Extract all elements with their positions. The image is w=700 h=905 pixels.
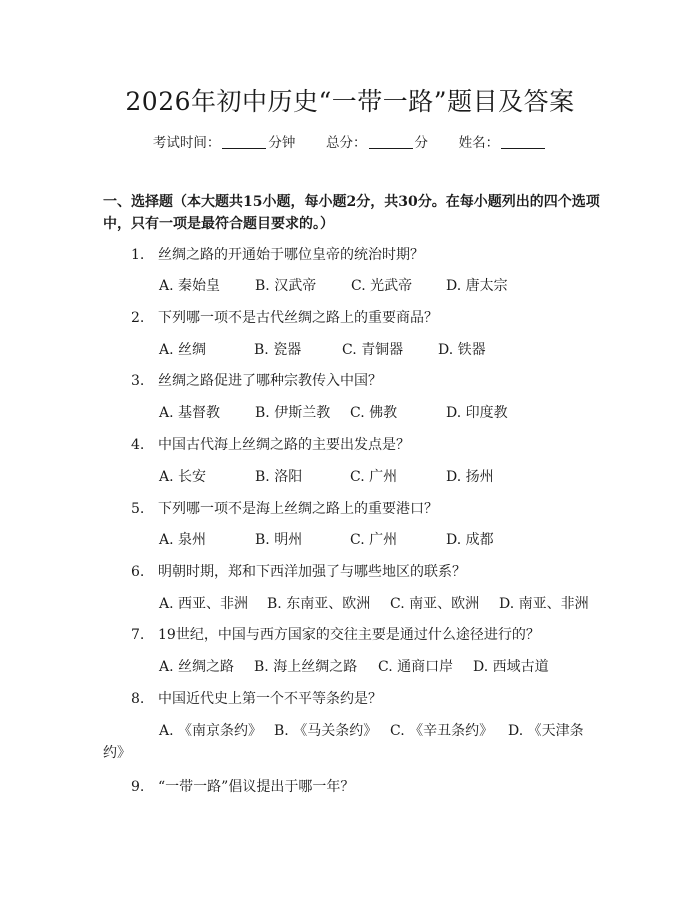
question-6-options xyxy=(159,593,589,613)
option-c: C. 青铜器 xyxy=(342,342,404,358)
question-7-options xyxy=(159,656,549,676)
question-8 xyxy=(131,688,382,708)
option-a: A. 基督教 xyxy=(159,405,221,421)
question-text: 明朝时期，郑和下西洋加强了与哪些地区的联系？ xyxy=(158,564,466,580)
option-c: C. 光武帝 xyxy=(351,278,413,294)
option-d: D. 印度教 xyxy=(446,405,508,421)
name-label: 姓名： xyxy=(458,135,500,151)
option-b: B. 汉武帝 xyxy=(255,278,317,294)
question-5 xyxy=(131,498,438,518)
option-c: C. 广州 xyxy=(350,532,398,548)
option-c: C. 佛教 xyxy=(350,405,398,421)
question-text: 丝绸之路促进了哪种宗教传入中国？ xyxy=(158,373,382,389)
option-a: A. 泉州 xyxy=(159,532,207,548)
option-d: D. 扬州 xyxy=(446,469,494,485)
option-d: D. 西域古道 xyxy=(473,659,549,675)
question-2-options xyxy=(159,339,486,359)
option-b: B. 洛阳 xyxy=(255,469,303,485)
question-5-options xyxy=(159,529,494,549)
time-label: 考试时间： xyxy=(152,135,221,151)
question-3 xyxy=(131,370,382,390)
option-c: C. 广州 xyxy=(350,469,398,485)
question-number: 5. xyxy=(131,501,145,517)
question-7 xyxy=(131,624,540,644)
option-c: C. 《辛丑条约》 xyxy=(390,723,494,739)
question-text: 丝绸之路的开通始于哪位皇帝的统治时期？ xyxy=(158,247,424,263)
option-b: B. 瓷器 xyxy=(254,342,302,358)
option-d: D. 南亚、非洲 xyxy=(499,596,589,612)
question-number: 6. xyxy=(131,564,145,580)
option-d: D. 成都 xyxy=(446,532,494,548)
question-number: 9. xyxy=(131,779,145,795)
question-text: 中国古代海上丝绸之路的主要出发点是？ xyxy=(158,437,410,453)
option-d: D. 铁器 xyxy=(438,342,486,358)
score-label: 总分： xyxy=(326,135,367,151)
question-text: “一带一路”倡议提出于哪一年？ xyxy=(158,779,355,795)
question-6 xyxy=(131,561,466,581)
option-b: B. 伊斯兰教 xyxy=(255,405,331,421)
question-number: 8. xyxy=(131,691,145,707)
option-b: B. 东南亚、欧洲 xyxy=(267,596,371,612)
option-a: A. 秦始皇 xyxy=(159,278,221,294)
score-unit: 分 xyxy=(414,135,428,151)
question-number: 3. xyxy=(131,373,145,389)
question-4-options xyxy=(159,466,494,486)
question-text: 下列哪一项不是海上丝绸之路上的重要港口？ xyxy=(158,501,438,517)
question-number: 7. xyxy=(131,627,145,643)
question-number: 4. xyxy=(131,437,145,453)
option-b: B. 海上丝绸之路 xyxy=(254,659,358,675)
time-blank xyxy=(222,148,266,149)
option-c: C. 通商口岸 xyxy=(378,659,454,675)
name-blank xyxy=(501,148,545,149)
option-a: A. 《南京条约》 xyxy=(159,723,263,739)
question-number: 2. xyxy=(131,310,145,326)
question-text: 中国近代史上第一个不平等条约是？ xyxy=(158,691,382,707)
option-b: B. 《马关条约》 xyxy=(274,723,378,739)
question-3-options xyxy=(159,402,508,422)
time-unit: 分钟 xyxy=(268,135,296,151)
exam-info-line xyxy=(0,131,700,151)
score-blank xyxy=(369,148,413,149)
question-number: 1. xyxy=(131,247,145,263)
page-title: 2026年初中历史“一带一路”题目及答案 xyxy=(125,87,575,116)
option-b: B. 明州 xyxy=(255,532,303,548)
question-4 xyxy=(131,434,410,454)
question-text: 19世纪，中国与西方国家的交往主要是通过什么途径进行的？ xyxy=(158,627,540,643)
question-1-options xyxy=(159,275,508,295)
option-d: D. 唐太宗 xyxy=(446,278,508,294)
option-c: C. 南亚、欧洲 xyxy=(390,596,480,612)
question-9 xyxy=(131,776,354,796)
question-1 xyxy=(131,244,424,264)
question-2 xyxy=(131,307,438,327)
question-8-options xyxy=(159,720,584,740)
option-d: D. 《天津条 xyxy=(508,723,584,739)
option-d-continuation: 约》 xyxy=(103,745,131,761)
question-text: 下列哪一项不是古代丝绸之路上的重要商品？ xyxy=(158,310,438,326)
option-a: A. 长安 xyxy=(159,469,207,485)
option-a: A. 西亚、非洲 xyxy=(159,596,249,612)
option-a: A. 丝绸 xyxy=(159,342,207,358)
option-a: A. 丝绸之路 xyxy=(159,659,235,675)
section-heading: 一、选择题（本大题共15小题，每小题2分，共30分。在每小题列出的四个选项中，只有一项是最符合题目要求的。） xyxy=(103,194,600,232)
